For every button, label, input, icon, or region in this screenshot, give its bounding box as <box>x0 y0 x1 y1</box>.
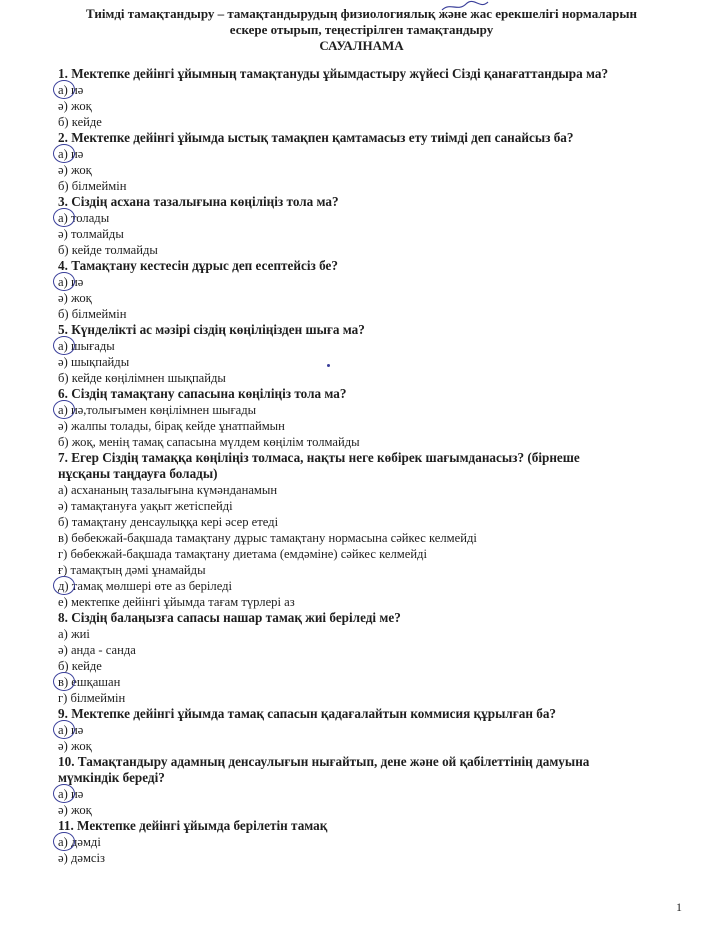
answer-option[interactable] <box>58 498 698 514</box>
answer-option[interactable] <box>58 162 698 178</box>
option-letter: ә) <box>58 163 68 177</box>
option-text: жоқ <box>70 99 92 113</box>
answer-option[interactable] <box>58 306 698 322</box>
option-letter: ә) <box>58 499 68 513</box>
option-letter: ә) <box>58 739 68 753</box>
answer-option[interactable] <box>58 114 698 130</box>
option-letter: б) <box>58 115 69 129</box>
option-text: кейде <box>71 115 102 129</box>
option-text: жалпы толады, бірақ кейде ұнатпаймын <box>70 419 285 433</box>
option-text: толады <box>70 211 110 225</box>
question-4: 4. Тамақтану кестесін дұрыс деп есептейсіз бе? <box>58 258 338 273</box>
answer-option[interactable] <box>58 834 698 850</box>
option-text: білмеймін <box>71 307 127 321</box>
option-text: тамақтануға уақыт жетіспейді <box>70 499 233 513</box>
option-letter: ә) <box>58 355 68 369</box>
option-text: білмеймін <box>70 691 126 705</box>
answer-option[interactable] <box>58 674 698 690</box>
question-3: 3. Сіздің асхана тазалығына көңіліңіз тола ма? <box>58 194 339 209</box>
option-letter: а) <box>58 483 68 497</box>
answer-option[interactable] <box>58 402 698 418</box>
answer-option[interactable] <box>58 354 698 370</box>
option-letter: ә) <box>58 99 68 113</box>
answer-option[interactable] <box>58 562 698 578</box>
heading-line-2: ескере отырып, теңестірілген тамақтандыру <box>229 22 494 37</box>
option-letter: б) <box>58 307 69 321</box>
question-5: 5. Күнделікті ас мәзірі сіздің көңіліңізден шыға ма? <box>58 322 365 337</box>
option-text: иә <box>70 83 84 97</box>
answer-option[interactable] <box>58 514 698 530</box>
selected-option-letter: а) <box>58 787 68 801</box>
option-text: кейде толмайды <box>71 243 158 257</box>
option-letter: г) <box>58 691 68 705</box>
option-text: иә <box>70 787 84 801</box>
option-text: бөбекжай-бақшада тамақтану дұрыс тамақтану нормасына сәйкес келмейді <box>71 531 477 545</box>
ink-dot <box>327 364 330 367</box>
answer-option[interactable] <box>58 98 698 114</box>
option-text: дәмсіз <box>70 851 105 865</box>
option-letter: б) <box>58 179 69 193</box>
answer-option[interactable] <box>58 802 698 818</box>
answer-option[interactable] <box>58 658 698 674</box>
selected-option-letter: а) <box>58 403 68 417</box>
question-1: 1. Мектепке дейінгі ұйымның тамақтануды ұйымдастыру жүйесі Сізді қанағаттандыра ма? <box>58 66 609 81</box>
option-letter: ә) <box>58 291 68 305</box>
option-letter: ә) <box>58 643 68 657</box>
selected-option-letter: а) <box>58 83 68 97</box>
answer-option[interactable] <box>58 738 698 754</box>
option-text: жоқ <box>70 163 92 177</box>
answer-option[interactable] <box>58 722 698 738</box>
answer-option[interactable] <box>58 482 698 498</box>
option-letter: а) <box>58 627 68 641</box>
option-text: асхананың тазалығына күмәнданамын <box>70 483 278 497</box>
page-number: 1 <box>676 900 682 914</box>
option-letter: в) <box>58 531 69 545</box>
question-10-continued: мүмкіндік береді? <box>58 770 165 785</box>
heading-title: САУАЛНАМА <box>319 38 404 53</box>
answer-option[interactable] <box>58 226 698 242</box>
answer-option[interactable] <box>58 418 698 434</box>
option-text: жоқ, менің тамақ сапасына мүлдем көңілім толмайды <box>71 435 360 449</box>
option-text: анда - санда <box>70 643 136 657</box>
option-letter: ә) <box>58 851 68 865</box>
answer-option[interactable] <box>58 594 698 610</box>
option-letter: ә) <box>58 419 68 433</box>
option-text: тамақтану денсаулыққа кері әсер етеді <box>71 515 279 529</box>
answer-option[interactable] <box>58 82 698 98</box>
answer-option[interactable] <box>58 370 698 386</box>
option-text: жиі <box>70 627 90 641</box>
option-letter: г) <box>58 547 68 561</box>
option-letter: ә) <box>58 227 68 241</box>
option-letter: б) <box>58 435 69 449</box>
selected-option-letter: а) <box>58 339 68 353</box>
question-2: 2. Мектепке дейінгі ұйымда ыстық тамақпен қамтамасыз ету тиімді деп санайсыз ба? <box>58 130 574 145</box>
heading-line-1: Тиімді тамақтандыру – тамақтандырудың физиологиялық және жас ерекшелігі нормаларын <box>86 6 637 21</box>
answer-option[interactable] <box>58 210 698 226</box>
selected-option-letter: а) <box>58 211 68 225</box>
option-text: бөбекжай-бақшада тамақтану диетама (емдәміне) сәйкес келмейді <box>70 547 427 561</box>
option-text: иә <box>70 147 84 161</box>
selected-option-letter: а) <box>58 835 68 849</box>
question-8: 8. Сіздің балаңызға сапасы нашар тамақ жиі беріледі ме? <box>58 610 401 625</box>
question-7: 7. Егер Сіздің тамаққа көңіліңіз толмаса, нақты неге көбірек шағымданасыз? (бірнеше <box>58 450 580 465</box>
selected-option-letter: а) <box>58 723 68 737</box>
question-list <box>58 66 698 866</box>
option-text: иә,толығымен көңілімнен шығады <box>70 403 257 417</box>
option-text: иә <box>70 275 84 289</box>
option-letter: б) <box>58 659 69 673</box>
option-text: мектепке дейінгі ұйымда тағам түрлері аз <box>70 595 295 609</box>
option-text: тамақтың дәмі ұнамайды <box>70 563 206 577</box>
question-11: 11. Мектепке дейінгі ұйымда берілетін тамақ <box>58 818 328 833</box>
option-letter: б) <box>58 243 69 257</box>
selected-option-letter: д) <box>58 579 69 593</box>
option-letter: е) <box>58 595 68 609</box>
answer-option[interactable] <box>58 434 698 450</box>
answer-option[interactable] <box>58 338 698 354</box>
option-text: жоқ <box>70 803 92 817</box>
question-10: 10. Тамақтандыру адамның денсаулығын нығайтып, дене және ой қабілеттінің дамуына <box>58 754 590 769</box>
answer-option[interactable] <box>58 850 698 866</box>
option-letter: ғ) <box>58 563 68 577</box>
answer-option[interactable] <box>58 690 698 706</box>
option-text: тамақ мөлшері өте аз беріледі <box>71 579 233 593</box>
answer-option[interactable] <box>58 178 698 194</box>
option-text: шығады <box>70 339 115 353</box>
selected-option-letter: а) <box>58 147 68 161</box>
option-text: иә <box>70 723 84 737</box>
answer-option[interactable] <box>58 626 698 642</box>
option-text: білмеймін <box>71 179 127 193</box>
answer-option[interactable] <box>58 546 698 562</box>
option-text: кейде көңілімнен шықпайды <box>71 371 226 385</box>
selected-option-letter: в) <box>58 675 69 689</box>
option-text: шықпайды <box>70 355 130 369</box>
answer-option[interactable] <box>58 242 698 258</box>
question-9: 9. Мектепке дейінгі ұйымда тамақ сапасын қадағалайтын коммисия құрылған ба? <box>58 706 557 721</box>
option-text: жоқ <box>70 291 92 305</box>
option-text: кейде <box>71 659 102 673</box>
question-7-continued: нұсқаны таңдауға болады) <box>58 466 218 481</box>
answer-option[interactable] <box>58 786 698 802</box>
option-text: жоқ <box>70 739 92 753</box>
answer-option[interactable] <box>58 146 698 162</box>
selected-option-letter: а) <box>58 275 68 289</box>
option-text: толмайды <box>70 227 124 241</box>
option-letter: б) <box>58 515 69 529</box>
answer-option[interactable] <box>58 274 698 290</box>
survey-heading <box>40 6 683 54</box>
answer-option[interactable] <box>58 530 698 546</box>
answer-option[interactable] <box>58 290 698 306</box>
question-6: 6. Сіздің тамақтану сапасына көңіліңіз тола ма? <box>58 386 347 401</box>
option-text: дәмді <box>70 835 101 849</box>
option-letter: б) <box>58 371 69 385</box>
answer-option[interactable] <box>58 578 698 594</box>
option-letter: ә) <box>58 803 68 817</box>
option-text: ешқашан <box>71 675 121 689</box>
answer-option[interactable] <box>58 642 698 658</box>
